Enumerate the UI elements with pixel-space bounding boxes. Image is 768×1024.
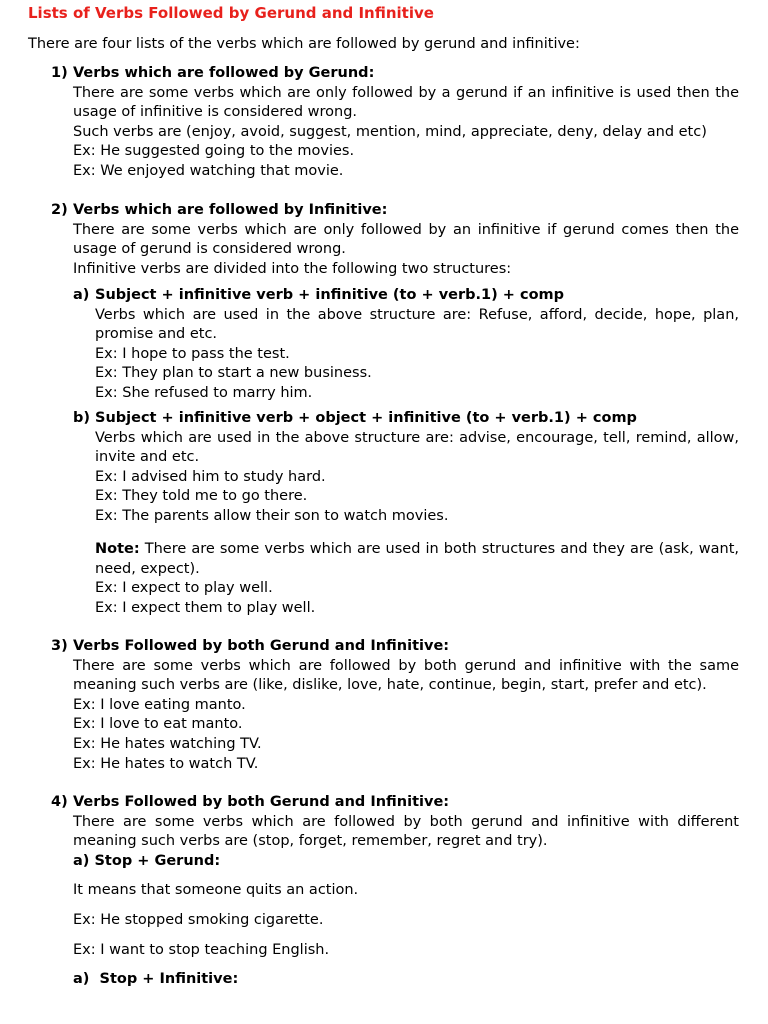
subsection-2a-heading-text: Subject + infinitive verb + infinitive (to + verb.1) + comp bbox=[95, 287, 565, 303]
note-body bbox=[95, 540, 739, 618]
subsection-4b-heading bbox=[73, 970, 739, 990]
section-3 bbox=[51, 637, 739, 774]
example-text: Ex: He hates watching TV. bbox=[73, 735, 262, 752]
example-text: Ex: He stopped smoking cigarette. bbox=[73, 911, 324, 928]
example-text: Ex: I expect to play well. bbox=[95, 580, 273, 597]
section-1-heading-text: Verbs which are followed by Gerund: bbox=[73, 65, 375, 81]
subsection-2b bbox=[73, 409, 739, 527]
section-1-verb-list: Such verbs are (enjoy, avoid, suggest, mention, mind, appreciate, deny, delay and etc) bbox=[73, 123, 707, 140]
section-4-heading-text: Verbs Followed by both Gerund and Infinitive: bbox=[73, 794, 450, 810]
section-3-heading bbox=[51, 637, 739, 657]
subsection-4a-letter: a) bbox=[73, 852, 90, 869]
section-3-paragraph: There are some verbs which are followed by both gerund and infinitive with the same meaning such verbs are (like, dislike, love, hate, continue, begin, start, prefer and etc). bbox=[73, 657, 739, 694]
example-text: Ex: She refused to marry him. bbox=[95, 384, 313, 401]
subsection-2a-paragraph: Verbs which are used in the above structure are: Refuse, afford, decide, hope, plan, promise and etc. bbox=[95, 306, 739, 343]
section-1-heading bbox=[51, 64, 739, 84]
section-3-number: 3) bbox=[51, 638, 68, 654]
subsection-4a-heading-text: Stop + Gerund: bbox=[94, 852, 221, 869]
example-text: Ex: The parents allow their son to watch movies. bbox=[95, 507, 449, 524]
subsection-4b-letter: a) bbox=[73, 971, 90, 988]
section-4-heading bbox=[51, 793, 739, 813]
note-paragraph bbox=[95, 540, 739, 579]
section-4-body bbox=[73, 813, 739, 990]
intro-text: There are four lists of the verbs which are followed by gerund and infinitive: bbox=[28, 36, 580, 52]
example-text: Ex: He suggested going to the movies. bbox=[73, 143, 355, 160]
note-indent bbox=[73, 540, 739, 618]
subsection-4a-paragraph: It means that someone quits an action. bbox=[73, 882, 359, 899]
example-text: Ex: I love eating manto. bbox=[73, 696, 246, 713]
subsection-2b-heading-text: Subject + infinitive verb + object + infinitive (to + verb.1) + comp bbox=[95, 410, 637, 426]
example-text: Ex: I expect them to play well. bbox=[95, 599, 316, 616]
section-3-body bbox=[73, 657, 739, 775]
example-text: Ex: I hope to pass the test. bbox=[95, 345, 290, 362]
section-1-number: 1) bbox=[51, 65, 68, 81]
example-text: Ex: I advised him to study hard. bbox=[95, 468, 326, 485]
subsection-2a-letter: a) bbox=[73, 287, 90, 303]
example-text: Ex: They told me to go there. bbox=[95, 488, 308, 505]
section-2 bbox=[51, 201, 739, 279]
section-1-body bbox=[73, 84, 739, 182]
subsection-4a-heading bbox=[73, 852, 739, 872]
subsection-2b-body bbox=[95, 429, 739, 527]
example-text: Ex: I love to eat manto. bbox=[73, 716, 243, 733]
section-2a bbox=[51, 286, 739, 404]
section-2-paragraph: There are some verbs which are only followed by an infinitive if gerund comes then the usage of gerund is considered wrong. bbox=[73, 221, 739, 258]
section-4-number: 4) bbox=[51, 794, 68, 810]
section-2-heading-text: Verbs which are followed by Infinitive: bbox=[73, 202, 388, 218]
subsection-2a-heading bbox=[73, 286, 739, 306]
example-text: Ex: He hates to watch TV. bbox=[73, 755, 259, 772]
example-text: Ex: I want to stop teaching English. bbox=[73, 941, 330, 958]
section-4-paragraph: There are some verbs which are followed by both gerund and infinitive with different meaning such verbs are (stop, forget, remember, regret and try). bbox=[73, 813, 739, 850]
section-1 bbox=[51, 64, 739, 182]
section-1-paragraph: There are some verbs which are only followed by a gerund if an infinitive is used then the usage of infinitive is considered wrong. bbox=[73, 84, 739, 121]
subsection-2a-body bbox=[95, 306, 739, 404]
section-2-number: 2) bbox=[51, 202, 68, 218]
section-2b bbox=[51, 409, 739, 527]
section-2-heading bbox=[51, 201, 739, 221]
section-3-heading-text: Verbs Followed by both Gerund and Infinitive: bbox=[73, 638, 450, 654]
note-label: Note: bbox=[95, 541, 140, 557]
subsection-2b-paragraph: Verbs which are used in the above structure are: advise, encourage, tell, remind, allow, invite and etc. bbox=[95, 429, 739, 466]
subsection-4b-heading-text: Stop + Infinitive: bbox=[99, 971, 239, 988]
section-2-body bbox=[73, 221, 739, 280]
example-text: Ex: They plan to start a new business. bbox=[95, 365, 372, 382]
section-4 bbox=[51, 793, 739, 990]
example-text: Ex: We enjoyed watching that movie. bbox=[73, 162, 344, 179]
section-2-structures-intro: Infinitive verbs are divided into the following two structures: bbox=[73, 260, 512, 277]
note-text: There are some verbs which are used in both structures and they are (ask, want, need, expect). bbox=[95, 541, 739, 577]
subsection-2b-heading bbox=[73, 409, 739, 429]
page-title: Lists of Verbs Followed by Gerund and Infinitive bbox=[28, 4, 434, 22]
subsection-2b-letter: b) bbox=[73, 410, 91, 426]
subsection-2a bbox=[73, 286, 739, 404]
note-block bbox=[51, 540, 739, 618]
